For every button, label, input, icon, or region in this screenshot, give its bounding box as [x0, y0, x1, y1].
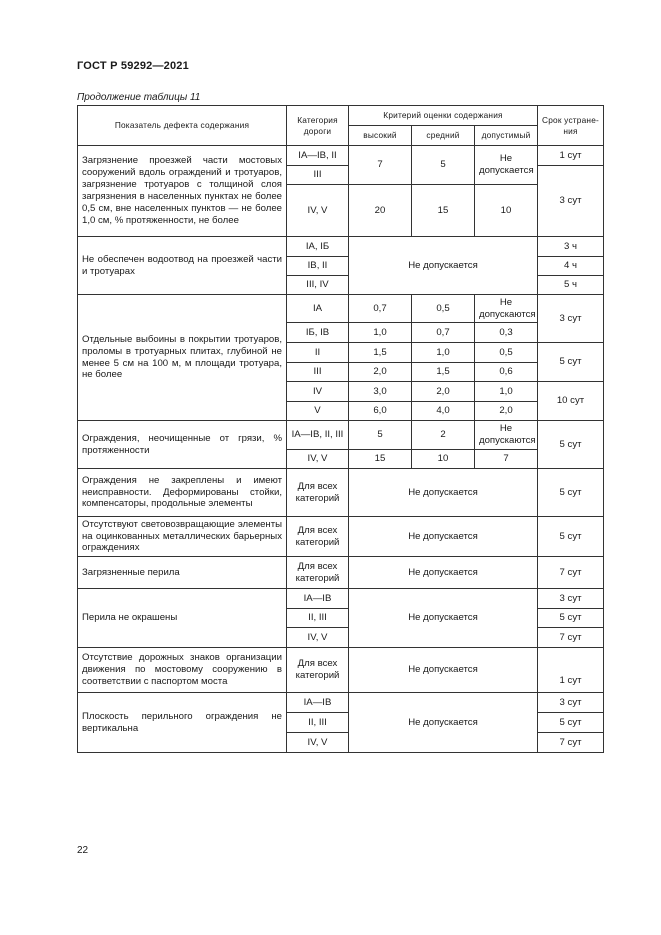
category-cell: Для всех категорий [287, 557, 349, 589]
category-cell: Для всех категорий [287, 517, 349, 557]
table-row [78, 421, 604, 450]
value-medium: 5 [412, 146, 475, 185]
category-cell: II, III [287, 713, 349, 733]
value-merged: Не допускается [349, 469, 538, 517]
category-cell: III, IV [287, 276, 349, 295]
value-medium: 2 [412, 421, 475, 450]
defect-description: Перила не окрашены [78, 589, 287, 648]
deadline-cell: 4 ч [538, 257, 604, 276]
value-high: 6,0 [349, 402, 412, 421]
category-cell: IV, V [287, 185, 349, 237]
table-row [78, 295, 604, 323]
category-cell: III [287, 363, 349, 382]
category-cell: V [287, 402, 349, 421]
value-acceptable: 0,5 [475, 343, 538, 363]
deadline-cell: 5 сут [538, 517, 604, 557]
category-cell: II [287, 343, 349, 363]
col-header-acceptable: допустимый [475, 126, 538, 146]
category-cell: Для всех категорий [287, 469, 349, 517]
value-acceptable: Не допускаются [475, 421, 538, 450]
deadline-cell: 5 ч [538, 276, 604, 295]
col-header-criteria: Критерий оценки содержания [349, 106, 538, 126]
value-high: 1,0 [349, 323, 412, 343]
col-header-deadline: Срок устране-ния [538, 106, 604, 146]
value-acceptable: 10 [475, 185, 538, 237]
category-cell: IA—IB [287, 693, 349, 713]
category-cell: IБ, IB [287, 323, 349, 343]
value-high: 2,0 [349, 363, 412, 382]
value-medium: 2,0 [412, 382, 475, 402]
defect-description: Ограждения, неочищенные от грязи, % протяженности [78, 421, 287, 469]
category-cell: IA [287, 295, 349, 323]
table-row [78, 557, 604, 589]
value-merged: Не допускается [349, 237, 538, 295]
value-acceptable: 0,3 [475, 323, 538, 343]
category-cell: II, III [287, 609, 349, 628]
category-cell: IA—IB, II [287, 146, 349, 166]
table-caption: Продолжение таблицы 11 [77, 92, 201, 103]
table-row [78, 648, 604, 693]
category-cell: IA—IB [287, 589, 349, 609]
value-medium: 10 [412, 450, 475, 469]
value-merged: Не допускается [349, 589, 538, 648]
value-high: 0,7 [349, 295, 412, 323]
deadline-cell: 5 сут [538, 713, 604, 733]
deadline-cell: 5 сут [538, 469, 604, 517]
page-number: 22 [77, 845, 89, 856]
table-row [78, 146, 604, 166]
deadline-cell: 7 сут [538, 628, 604, 648]
category-cell: IA, IБ [287, 237, 349, 257]
value-medium: 1,0 [412, 343, 475, 363]
value-merged: Не допускается [349, 693, 538, 753]
value-high: 5 [349, 421, 412, 450]
value-merged: Не допускается [349, 648, 538, 693]
defect-description: Отдельные выбоины в покрытии тротуаров, проломы в тротуарных плитах, глубиной не менее 5 см на 100 м, м площади тротуара, не более [78, 295, 287, 421]
value-high: 20 [349, 185, 412, 237]
defect-description: Плоскость перильного ограждения не вертикальна [78, 693, 287, 753]
category-cell: IB, II [287, 257, 349, 276]
value-high: 15 [349, 450, 412, 469]
col-header-medium: средний [412, 126, 475, 146]
category-cell: Для всех категорий [287, 648, 349, 693]
table-row [78, 469, 604, 517]
table-row [78, 237, 604, 257]
deadline-cell: 3 сут [538, 589, 604, 609]
deadline-cell: 7 сут [538, 557, 604, 589]
table-row [78, 517, 604, 557]
value-acceptable: 7 [475, 450, 538, 469]
deadline-cell: 3 ч [538, 237, 604, 257]
category-cell: IV, V [287, 628, 349, 648]
document-header: ГОСТ Р 59292—2021 [77, 60, 189, 72]
defect-description: Ограждения не закреплены и имеют неисправности. Деформированы стойки, компенсаторы, продольные элементы [78, 469, 287, 517]
defect-description: Отсутствие дорожных знаков организации движения по мостовому сооружению в соответствии с паспортом моста [78, 648, 287, 693]
deadline-cell: 3 сут [538, 693, 604, 713]
defect-description: Загрязненные перила [78, 557, 287, 589]
value-medium: 15 [412, 185, 475, 237]
value-high: 1,5 [349, 343, 412, 363]
value-merged: Не допускается [349, 557, 538, 589]
value-acceptable: Не допускается [475, 146, 538, 185]
col-header-category: Категория дороги [287, 106, 349, 146]
defect-description: Загрязнение проезжей части мостовых сооружений вдоль ограждений и тротуаров, загрязнение тротуаров с толщиной слоя загрязнения в населенных пунктах не более 0,5 см, вне населенных пунктов — не более 1,0 см, % протяженности, не более [78, 146, 287, 237]
col-header-high: высокий [349, 126, 412, 146]
deadline-cell: 1 сут [538, 146, 604, 166]
col-header-indicator: Показатель дефекта содержания [78, 106, 287, 146]
defects-table [77, 105, 604, 753]
category-cell: IV [287, 382, 349, 402]
defect-description: Не обеспечен водоотвод на проезжей части и тротуарах [78, 237, 287, 295]
value-medium: 1,5 [412, 363, 475, 382]
value-acceptable: 0,6 [475, 363, 538, 382]
value-high: 7 [349, 146, 412, 185]
deadline-cell: 5 сут [538, 609, 604, 628]
value-medium: 0,5 [412, 295, 475, 323]
value-acceptable: Не допускаются [475, 295, 538, 323]
deadline-cell: 3 сут [538, 166, 604, 237]
category-cell: IV, V [287, 733, 349, 753]
value-high: 3,0 [349, 382, 412, 402]
value-acceptable: 1,0 [475, 382, 538, 402]
value-acceptable: 2,0 [475, 402, 538, 421]
table-row [78, 693, 604, 713]
category-cell: IV, V [287, 450, 349, 469]
category-cell: III [287, 166, 349, 185]
deadline-cell: 5 сут [538, 343, 604, 382]
value-medium: 0,7 [412, 323, 475, 343]
deadline-cell: 1 сут [538, 648, 604, 693]
deadline-cell: 3 сут [538, 295, 604, 343]
deadline-cell: 7 сут [538, 733, 604, 753]
deadline-cell: 10 сут [538, 382, 604, 421]
value-merged: Не допускается [349, 517, 538, 557]
value-medium: 4,0 [412, 402, 475, 421]
category-cell: IA—IB, II, III [287, 421, 349, 450]
defect-description: Отсутствуют световозвращающие элементы на оцинкованных металлических барьерных ограждениях [78, 517, 287, 557]
deadline-cell: 5 сут [538, 421, 604, 469]
table-row [78, 589, 604, 609]
